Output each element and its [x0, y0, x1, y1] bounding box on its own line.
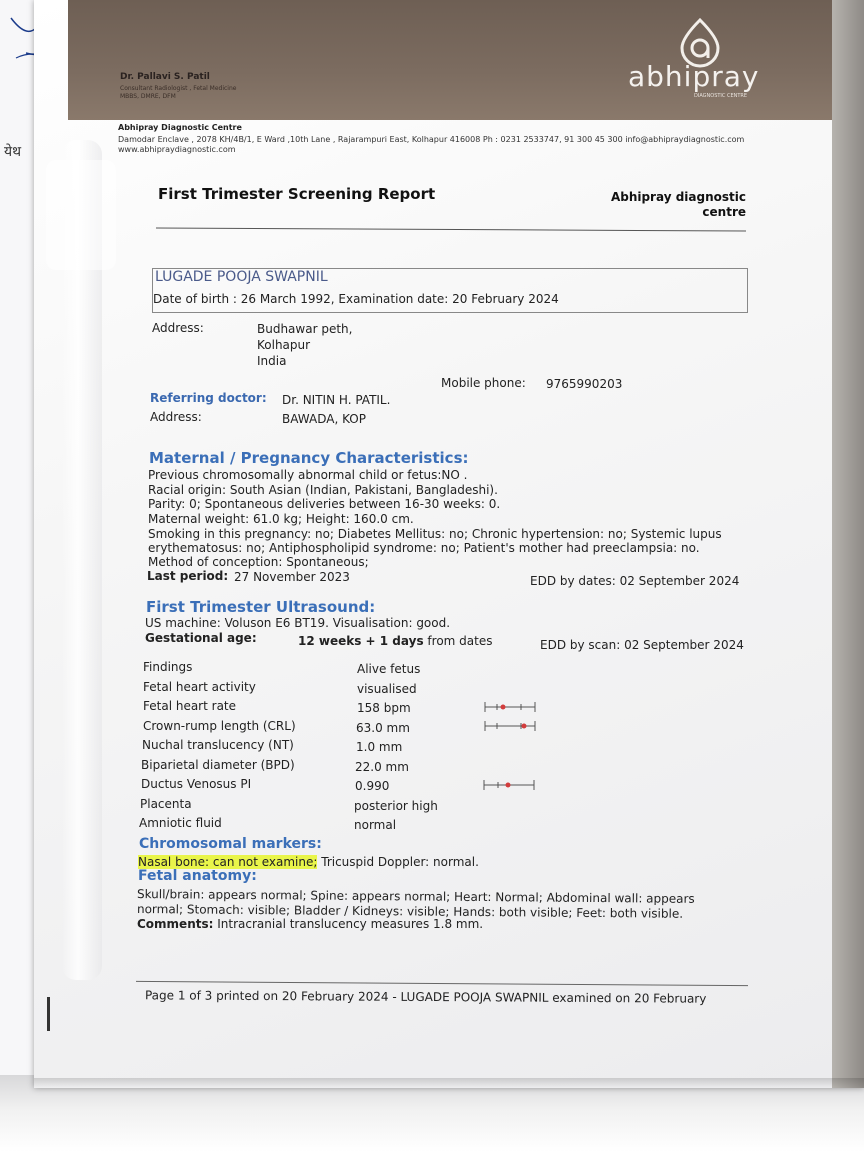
referring-doctor: Dr. NITIN H. PATIL.: [282, 393, 391, 407]
last-period-label: Last period:: [147, 569, 229, 583]
maternal-line: Racial origin: South Asian (Indian, Pakistani, Bangladeshi).: [148, 483, 498, 497]
finding-label: Placenta: [140, 797, 192, 811]
finding-value: 22.0 mm: [355, 760, 409, 774]
maternal-line: Method of conception: Spontaneous;: [148, 555, 369, 569]
tricuspid-doppler: Tricuspid Doppler: normal.: [321, 855, 479, 869]
address-label: Address:: [152, 321, 204, 335]
patient-name: LUGADE POOJA SWAPNIL: [155, 269, 328, 285]
address-line-1: Budhawar peth,: [257, 322, 353, 336]
doctor-degrees: MBBS, DMRE, DFM: [120, 93, 176, 100]
heart-rate-range-marker: [483, 701, 539, 713]
mobile-label: Mobile phone:: [441, 376, 526, 390]
finding-label: Amniotic fluid: [139, 816, 222, 830]
maternal-line: Previous chromosomally abnormal child or fetus:NO .: [148, 468, 468, 482]
doctor-title: Consultant Radiologist , Fetal Medicine: [120, 85, 237, 92]
comments-text: Intracranial translucency measures 1.8 mm.: [217, 917, 484, 931]
report-centre-label: Abhipray diagnostic centre: [610, 190, 746, 219]
centre-name: Abhipray Diagnostic Centre: [118, 123, 242, 132]
chromosomal-heading: Chromosomal markers:: [139, 836, 322, 852]
crl-range-marker: [483, 720, 539, 732]
finding-label: Crown-rump length (CRL): [143, 719, 296, 733]
maternal-line: Smoking in this pregnancy: no; Diabetes Mellitus: no; Chronic hypertension: no; Systemic lupus: [148, 527, 722, 541]
background-right-edge: [832, 0, 864, 1088]
us-machine: US machine: Voluson E6 BT19. Visualisation: good.: [145, 616, 451, 630]
logo-wordmark: abhipray: [628, 60, 760, 93]
finding-value: 1.0 mm: [356, 740, 403, 754]
anatomy-line-1: Skull/brain: appears normal; Spine: appears normal; Heart: Normal; Abdominal wall: appears: [136, 887, 695, 906]
ref-address: BAWADA, KOP: [282, 412, 366, 426]
finding-label: Fetal heart rate: [143, 699, 237, 713]
anatomy-line-2: normal; Stomach: visible; Bladder / Kidneys: visible; Hands: both visible; Feet: both visible.: [136, 902, 684, 921]
finding-label: Fetal heart activity: [143, 680, 256, 694]
address-line-2: Kolhapur: [257, 338, 311, 352]
finding-value: posterior high: [354, 799, 438, 813]
doctor-name: Dr. Pallavi S. Patil: [120, 72, 210, 82]
maternal-line: Maternal weight: 61.0 kg; Height: 160.0 cm.: [148, 512, 414, 526]
gestational-age-label: Gestational age:: [145, 631, 257, 645]
edd-by-dates: EDD by dates: 02 September 2024: [530, 574, 740, 588]
gestational-age: [298, 634, 492, 648]
maternal-heading: Maternal / Pregnancy Characteristics:: [149, 449, 469, 467]
finding-label: Nuchal translucency (NT): [142, 738, 294, 752]
margin-handwriting: येथ: [4, 144, 22, 160]
centre-address: Damodar Enclave , 2078 KH/4B/1, E Ward ,10th Lane , Rajarampuri East, Kolhapur 416008 Ph : 0231 2533747, 91 300 45 300 info@abhipraydiagnostic.com: [118, 135, 745, 144]
ultrasound-heading: First Trimester Ultrasound:: [146, 598, 376, 616]
centre-website: www.abhipraydiagnostic.com: [118, 145, 236, 154]
page-footer: Page 1 of 3 printed on 20 February 2024 - LUGADE POOJA SWAPNIL examined on 20 February: [144, 988, 707, 1006]
maternal-line: erythematosus: no; Antiphospholipid syndrome: no; Patient's mother had preeclampsia: no.: [148, 541, 700, 555]
letterhead-banner: [68, 0, 832, 120]
nasal-bone-highlight: Nasal bone: can not examine;: [138, 855, 318, 869]
mobile-number: 9765990203: [546, 377, 623, 391]
patient-box: [152, 268, 748, 313]
finding-label: Findings: [143, 660, 193, 674]
ref-address-label: Address:: [150, 410, 202, 424]
tube-cap: [46, 160, 116, 270]
anatomy-heading: Fetal anatomy:: [138, 868, 257, 884]
maternal-line: Parity: 0; Spontaneous deliveries between 16-30 weeks: 0.: [148, 497, 501, 511]
last-period-value: 27 November 2023: [234, 570, 350, 584]
logo-tagline: DIAGNOSTIC CENTRE: [694, 93, 748, 99]
edge-mark: [47, 997, 50, 1031]
finding-value: normal: [354, 818, 397, 832]
finding-value: 0.990: [355, 779, 390, 793]
comments-line: [137, 917, 483, 931]
finding-label: Ductus Venosus PI: [141, 777, 252, 791]
report-title: First Trimester Screening Report: [158, 185, 436, 203]
finding-value: visualised: [357, 682, 417, 696]
referring-label: Referring doctor:: [150, 391, 267, 405]
gestational-age-suffix: from dates: [427, 634, 493, 648]
finding-value: 63.0 mm: [356, 721, 410, 735]
finding-label: Biparietal diameter (BPD): [141, 758, 295, 772]
finding-value: Alive fetus: [357, 662, 421, 676]
address-line-3: India: [257, 354, 287, 368]
gestational-age-value: 12 weeks + 1 days: [298, 634, 424, 648]
finding-value: 158 bpm: [357, 701, 411, 715]
patient-dob-line: Date of birth : 26 March 1992, Examination date: 20 February 2024: [153, 292, 559, 306]
dv-pi-range-marker: [482, 779, 538, 791]
chromosomal-line: [138, 855, 479, 869]
comments-label: Comments:: [137, 917, 214, 931]
page-bottom-shadow: [34, 1078, 864, 1088]
edd-by-scan: EDD by scan: 02 September 2024: [540, 638, 744, 652]
doctor-credentials: [120, 85, 236, 101]
